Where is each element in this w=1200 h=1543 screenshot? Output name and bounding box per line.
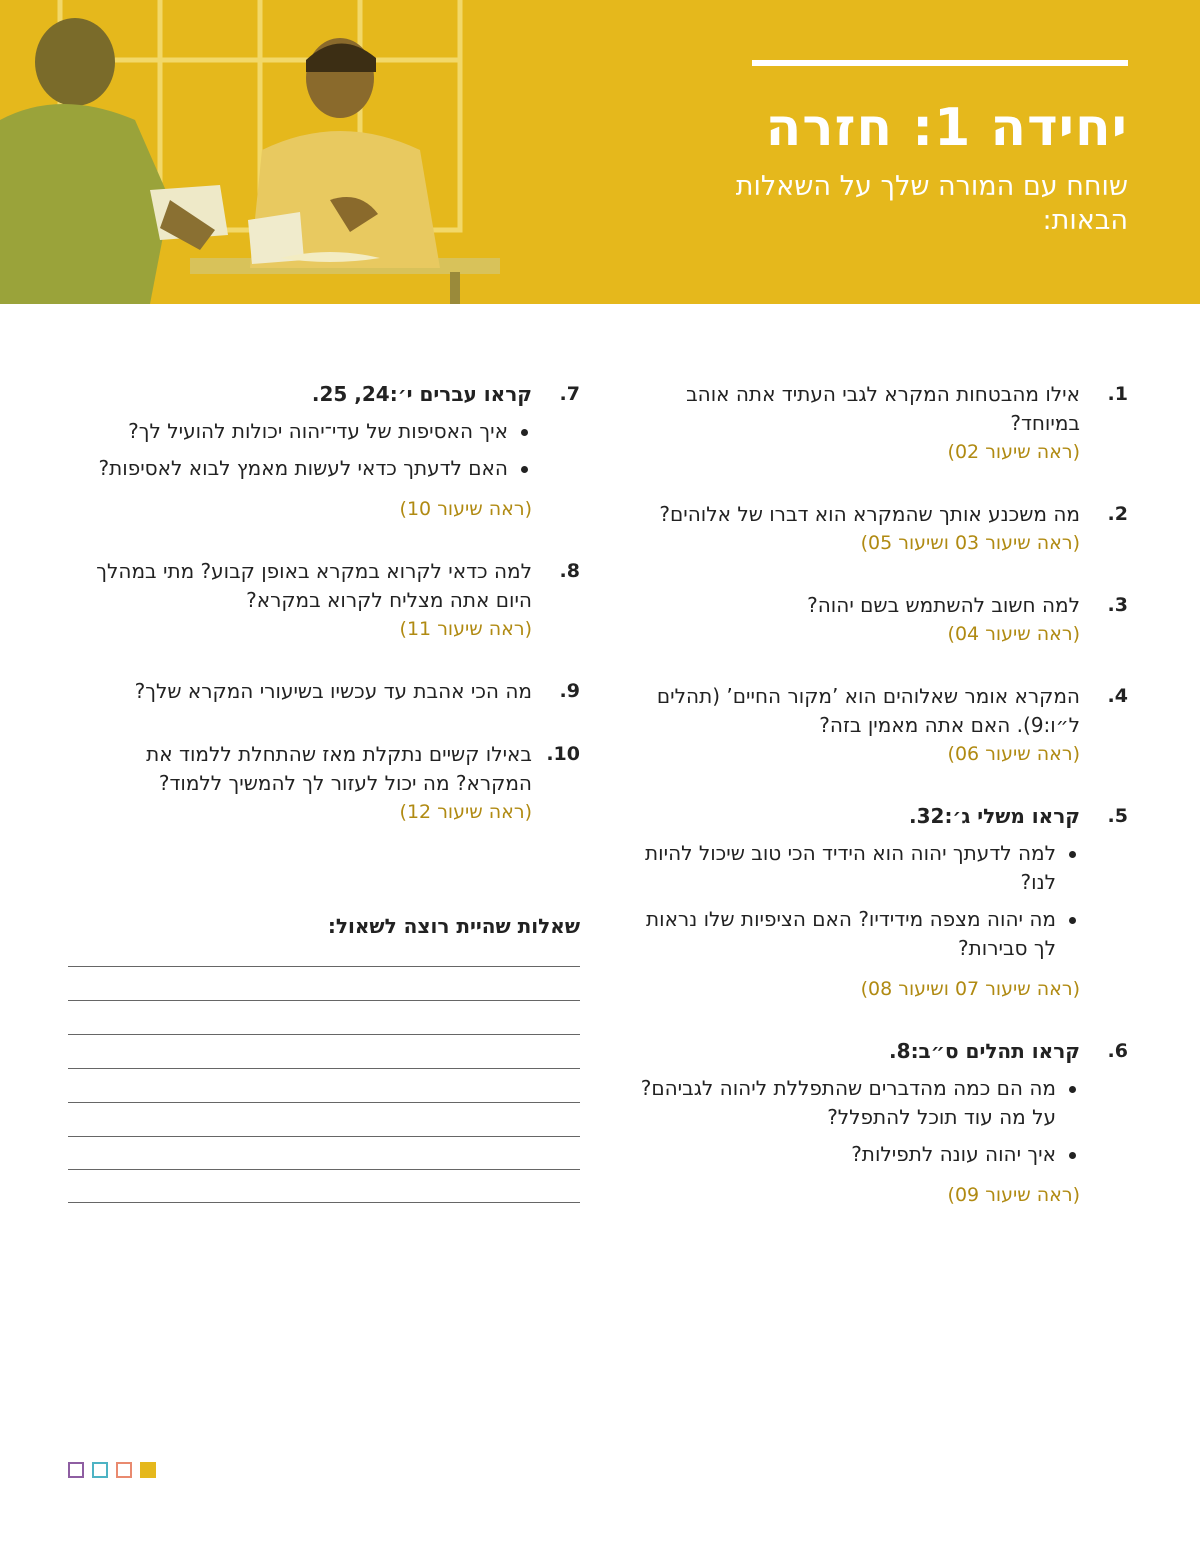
notes-title: שאלות שהיית רוצה לשאול: <box>327 914 580 938</box>
note-line[interactable] <box>68 1169 580 1170</box>
lesson-reference: (ראה שיעור 11) <box>399 618 532 640</box>
note-line[interactable] <box>68 1202 580 1203</box>
note-line[interactable] <box>68 1102 580 1103</box>
square-outline-coral-icon <box>116 1462 132 1478</box>
question-8 <box>68 557 580 643</box>
bullet-list <box>628 1074 1080 1169</box>
questions-column-left <box>68 380 580 860</box>
lesson-reference: (ראה שיעור 07 ושיעור 08) <box>860 978 1080 1000</box>
note-line[interactable] <box>68 1000 580 1001</box>
question-1 <box>628 380 1128 466</box>
question-text: קראו עברים י׳:24, 25. <box>311 382 532 406</box>
bullet-item: מה יהוה מצפה מידידיו? האם הציפיות שלו נראות לך סבירות? <box>628 905 1080 963</box>
question-number: 2. <box>1107 503 1128 525</box>
question-number: 8. <box>559 560 580 582</box>
lesson-reference: (ראה שיעור 02) <box>947 441 1080 463</box>
note-line[interactable] <box>68 1068 580 1069</box>
lesson-reference: (ראה שיעור 09) <box>947 1184 1080 1206</box>
question-text: אילו מהבטחות המקרא לגבי העתיד אתה אוהב במיוחד? <box>686 382 1080 435</box>
bullet-item: מה הם כמה מהדברים שהתפללת ליהוה לגביהם? על מה עוד תוכל להתפלל? <box>628 1074 1080 1132</box>
question-number: 9. <box>559 680 580 702</box>
question-4 <box>628 682 1128 768</box>
question-text: למה חשוב להשתמש בשם יהוה? <box>807 593 1080 617</box>
bullet-item: איך יהוה עונה לתפילות? <box>628 1140 1080 1169</box>
question-number: 10. <box>546 743 580 765</box>
question-7 <box>68 380 580 523</box>
question-number: 3. <box>1107 594 1128 616</box>
lesson-reference: (ראה שיעור 10) <box>399 498 532 520</box>
bullet-item: למה לדעתך יהוה הוא הידיד הכי טוב שיכול להיות לנו? <box>628 839 1080 897</box>
page-subtitle: שוחח עם המורה שלך על השאלות הבאות: <box>735 171 1128 236</box>
header-rule <box>752 60 1128 66</box>
question-number: 7. <box>559 383 580 405</box>
lesson-reference: (ראה שיעור 12) <box>399 801 532 823</box>
question-5 <box>628 802 1128 1003</box>
header-banner <box>0 0 1200 304</box>
bullet-list <box>68 417 532 483</box>
question-text: מה הכי אהבת עד עכשיו בשיעורי המקרא שלך? <box>134 679 532 703</box>
question-text: מה משכנע אותך שהמקרא הוא דברו של אלוהים? <box>659 502 1080 526</box>
square-filled-yellow-icon <box>140 1462 156 1478</box>
note-line[interactable] <box>68 1136 580 1137</box>
question-text: למה כדאי לקרוא במקרא באופן קבוע? מתי במהלך היום אתה מצליח לקרוא במקרא? <box>96 559 532 612</box>
section-squares <box>68 1462 156 1478</box>
square-outline-cyan-icon <box>92 1462 108 1478</box>
question-6 <box>628 1037 1128 1209</box>
note-line[interactable] <box>68 1034 580 1035</box>
question-number: 6. <box>1107 1040 1128 1062</box>
question-9 <box>68 677 580 706</box>
question-2 <box>628 500 1128 557</box>
lesson-reference: (ראה שיעור 06) <box>947 743 1080 765</box>
question-text: המקרא אומר שאלוהים הוא ’מקור החיים’ (תהלים ל״ו:9). האם אתה מאמין בזה? <box>656 684 1080 737</box>
bullet-item: איך האסיפות של עדי־יהוה יכולות להועיל לך? <box>68 417 532 446</box>
questions-column-right <box>628 380 1128 1243</box>
bullet-item: האם לדעתך כדאי לעשות מאמץ לבוא לאסיפות? <box>68 454 532 483</box>
square-outline-purple-icon <box>68 1462 84 1478</box>
lesson-reference: (ראה שיעור 03 ושיעור 05) <box>860 532 1080 554</box>
question-10 <box>68 740 580 826</box>
question-text: קראו תהלים ס״ב:8. <box>889 1039 1080 1063</box>
question-text: באילו קשיים נתקלת מאז שהתחלת ללמוד את המקרא? מה יכול לעזור לך להמשיך ללמוד? <box>146 742 532 795</box>
page-title: יחידה 1: חזרה <box>765 98 1128 158</box>
question-number: 1. <box>1107 383 1128 405</box>
bullet-list <box>628 839 1080 963</box>
note-line[interactable] <box>68 966 580 967</box>
question-number: 4. <box>1107 685 1128 707</box>
illustration-two-men-bible-study-icon <box>0 0 520 304</box>
question-text: קראו משלי ג׳:32. <box>908 804 1080 828</box>
question-number: 5. <box>1107 805 1128 827</box>
lesson-reference: (ראה שיעור 04) <box>947 623 1080 645</box>
question-3 <box>628 591 1128 648</box>
